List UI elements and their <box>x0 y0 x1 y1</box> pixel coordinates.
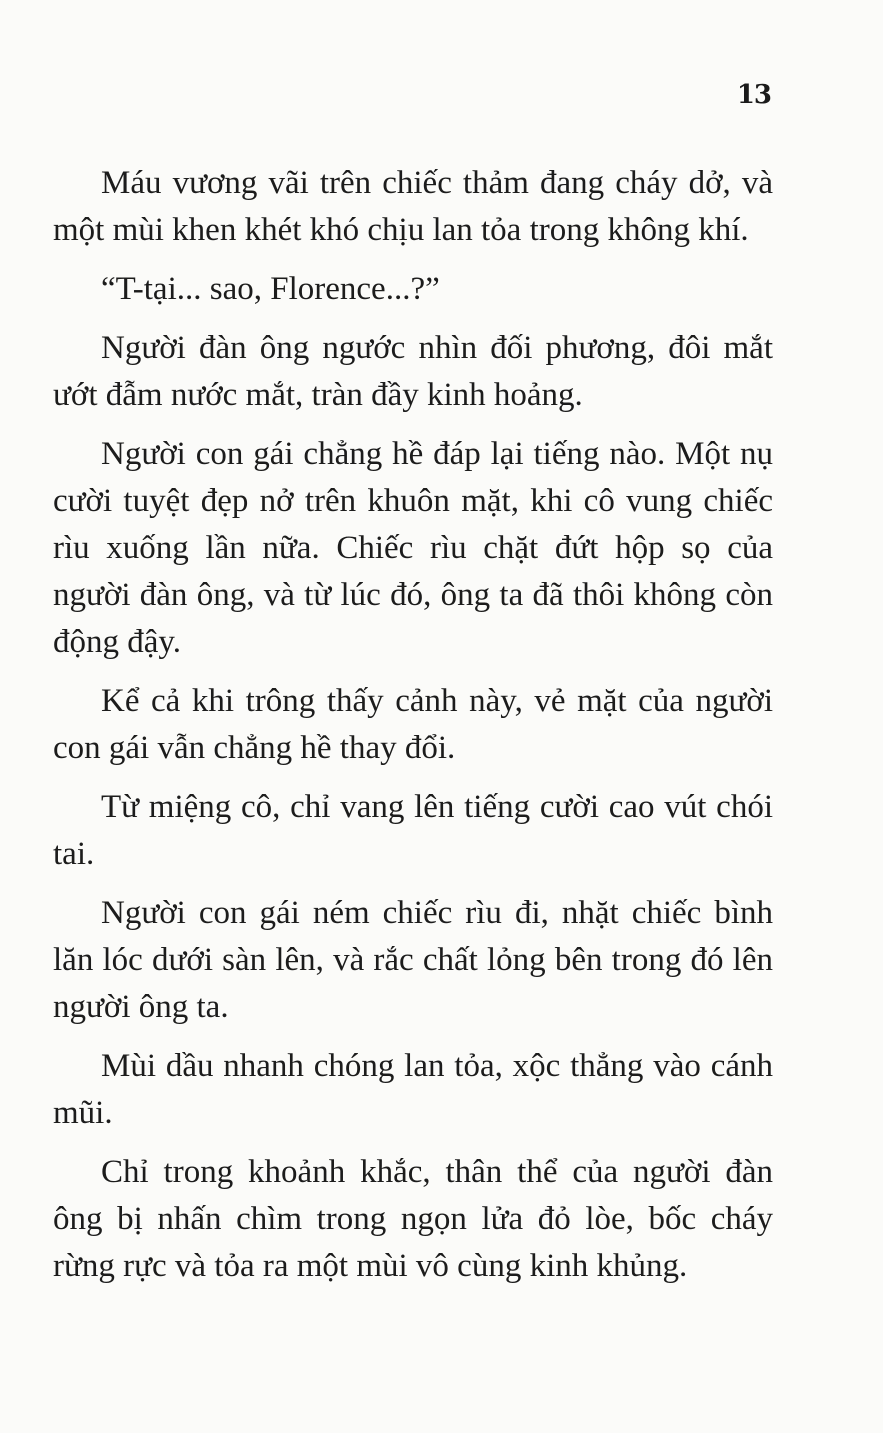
paragraph: Người con gái ném chiếc rìu đi, nhặt chiếc bình lăn lóc dưới sàn lên, và rắc chất lỏng bên trong đó lên người ông ta. <box>53 895 773 1025</box>
paragraph: Mùi dầu nhanh chóng lan tỏa, xộc thẳng vào cánh mũi. <box>53 1048 773 1131</box>
paragraph: Máu vương vãi trên chiếc thảm đang cháy dở, và một mùi khen khét khó chịu lan tỏa trong không khí. <box>53 165 773 248</box>
paragraph: Người đàn ông ngước nhìn đối phương, đôi mắt ướt đẫm nước mắt, tràn đầy kinh hoảng. <box>53 330 773 413</box>
paragraph: Chỉ trong khoảnh khắc, thân thể của người đàn ông bị nhấn chìm trong ngọn lửa đỏ lòe, bốc cháy rừng rực và tỏa ra một mùi vô cùng kinh khủng. <box>53 1154 773 1284</box>
paragraph: “T-tại... sao, Florence...?” <box>101 271 440 307</box>
page-body <box>53 160 773 1302</box>
paragraph: Từ miệng cô, chỉ vang lên tiếng cười cao vút chói tai. <box>53 789 773 872</box>
paragraph: Người con gái chẳng hề đáp lại tiếng nào. Một nụ cười tuyệt đẹp nở trên khuôn mặt, khi cô vung chiếc rìu xuống lần nữa. Chiếc rìu chặt đứt hộp sọ của người đàn ông, và từ lúc đó, ông ta đã thôi không còn động đậy. <box>53 436 773 660</box>
paragraph: Kể cả khi trông thấy cảnh này, vẻ mặt của người con gái vẫn chẳng hề thay đổi. <box>53 683 773 766</box>
page-number: 13 <box>736 80 771 110</box>
